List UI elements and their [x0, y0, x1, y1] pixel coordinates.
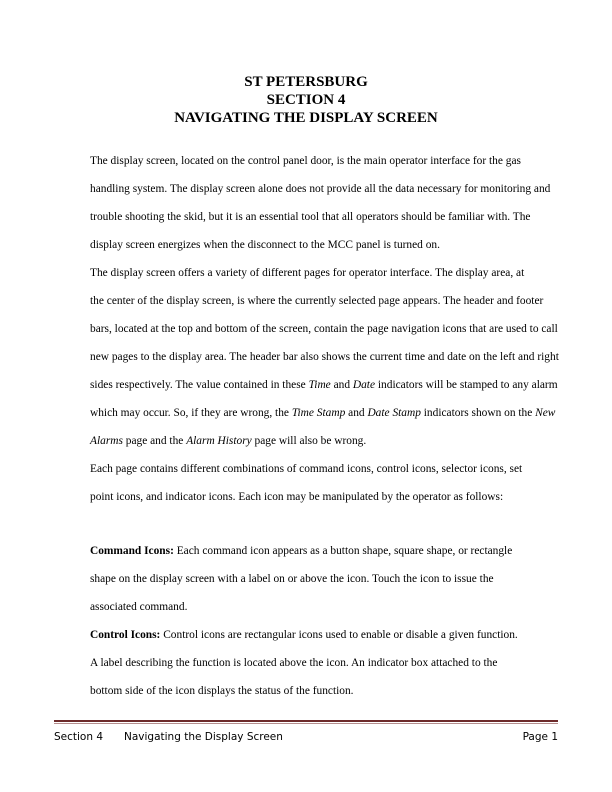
italic-term: Alarm History: [186, 435, 252, 447]
italic-term: Alarms: [90, 435, 123, 447]
text-run: and: [345, 407, 368, 419]
text-run: Each command icon appears as a button shape, square shape, or rectangle: [173, 545, 513, 557]
paragraph-line: display screen energizes when the disconnect to the MCC panel is turned on.: [90, 239, 440, 251]
definition-line: associated command.: [90, 601, 188, 613]
footer-section-name: Navigating the Display Screen: [124, 731, 283, 743]
body-text: [54, 147, 559, 511]
icon-definitions: [90, 537, 560, 705]
paragraph-line: the center of the display screen, is where the currently selected page appears. The header and footer: [90, 295, 544, 307]
command-icons-term: Command Icons:: [90, 545, 174, 557]
title-line-2: SECTION 4: [266, 92, 346, 108]
paragraph-2: [54, 259, 559, 455]
paragraph-3: [54, 455, 559, 511]
footer-rule: [54, 720, 558, 722]
paragraph-line: bars, located at the top and bottom of the screen, contain the page navigation icons that are used to call: [90, 323, 558, 335]
page-title: [0, 73, 612, 127]
paragraph-line: [54, 371, 559, 399]
italic-term: New: [535, 407, 556, 419]
page-footer: [54, 729, 558, 745]
paragraph-line: [54, 399, 559, 427]
definition-line: [90, 537, 560, 565]
italic-term: Date Stamp: [367, 407, 421, 419]
footer-rule-thin: [54, 723, 558, 724]
paragraph-line: trouble shooting the skid, but it is an essential tool that all operators should be familiar with. The: [90, 211, 531, 223]
text-run: which may occur. So, if they are wrong, the: [90, 407, 292, 419]
paragraph-line: new pages to the display area. The header bar also shows the current time and date on the left and right: [90, 351, 559, 363]
italic-term: Time Stamp: [291, 407, 346, 419]
definition-line: bottom side of the icon displays the status of the function.: [90, 685, 354, 697]
definition-line: A label describing the function is located above the icon. An indicator box attached to the: [90, 657, 498, 669]
footer-section: Section 4: [54, 731, 104, 743]
text-run: indicators will be stamped to any alarm: [375, 379, 558, 391]
italic-term: Time: [308, 379, 331, 391]
text-run: page and the: [122, 435, 187, 447]
text-run: page will also be wrong.: [251, 435, 367, 447]
paragraph-line: Each page contains different combinations of command icons, control icons, selector icons, set: [90, 463, 523, 475]
paragraph-line: handling system. The display screen alone does not provide all the data necessary for monitoring and: [90, 183, 551, 195]
text-run: Control icons are rectangular icons used to enable or disable a given function.: [160, 629, 518, 641]
title-line-3: NAVIGATING THE DISPLAY SCREEN: [174, 110, 438, 126]
paragraph-1: [54, 147, 559, 259]
paragraph-line: point icons, and indicator icons. Each icon may be manipulated by the operator as follows:: [90, 491, 504, 503]
title-line-1: ST PETERSBURG: [244, 74, 368, 90]
definition-line: [90, 621, 560, 649]
text-run: and: [330, 379, 353, 391]
paragraph-line: The display screen offers a variety of different pages for operator interface. The display area, at: [90, 267, 525, 279]
italic-term: Date: [352, 379, 376, 391]
text-run: indicators shown on the: [420, 407, 536, 419]
footer-page-number: Page 1: [522, 731, 558, 743]
control-icons-term: Control Icons:: [90, 629, 161, 641]
paragraph-line: The display screen, located on the control panel door, is the main operator interface for the gas: [90, 155, 521, 167]
paragraph-line: [54, 427, 559, 455]
definition-line: shape on the display screen with a label on or above the icon. Touch the icon to issue the: [90, 573, 494, 585]
text-run: sides respectively. The value contained in these: [90, 379, 309, 391]
